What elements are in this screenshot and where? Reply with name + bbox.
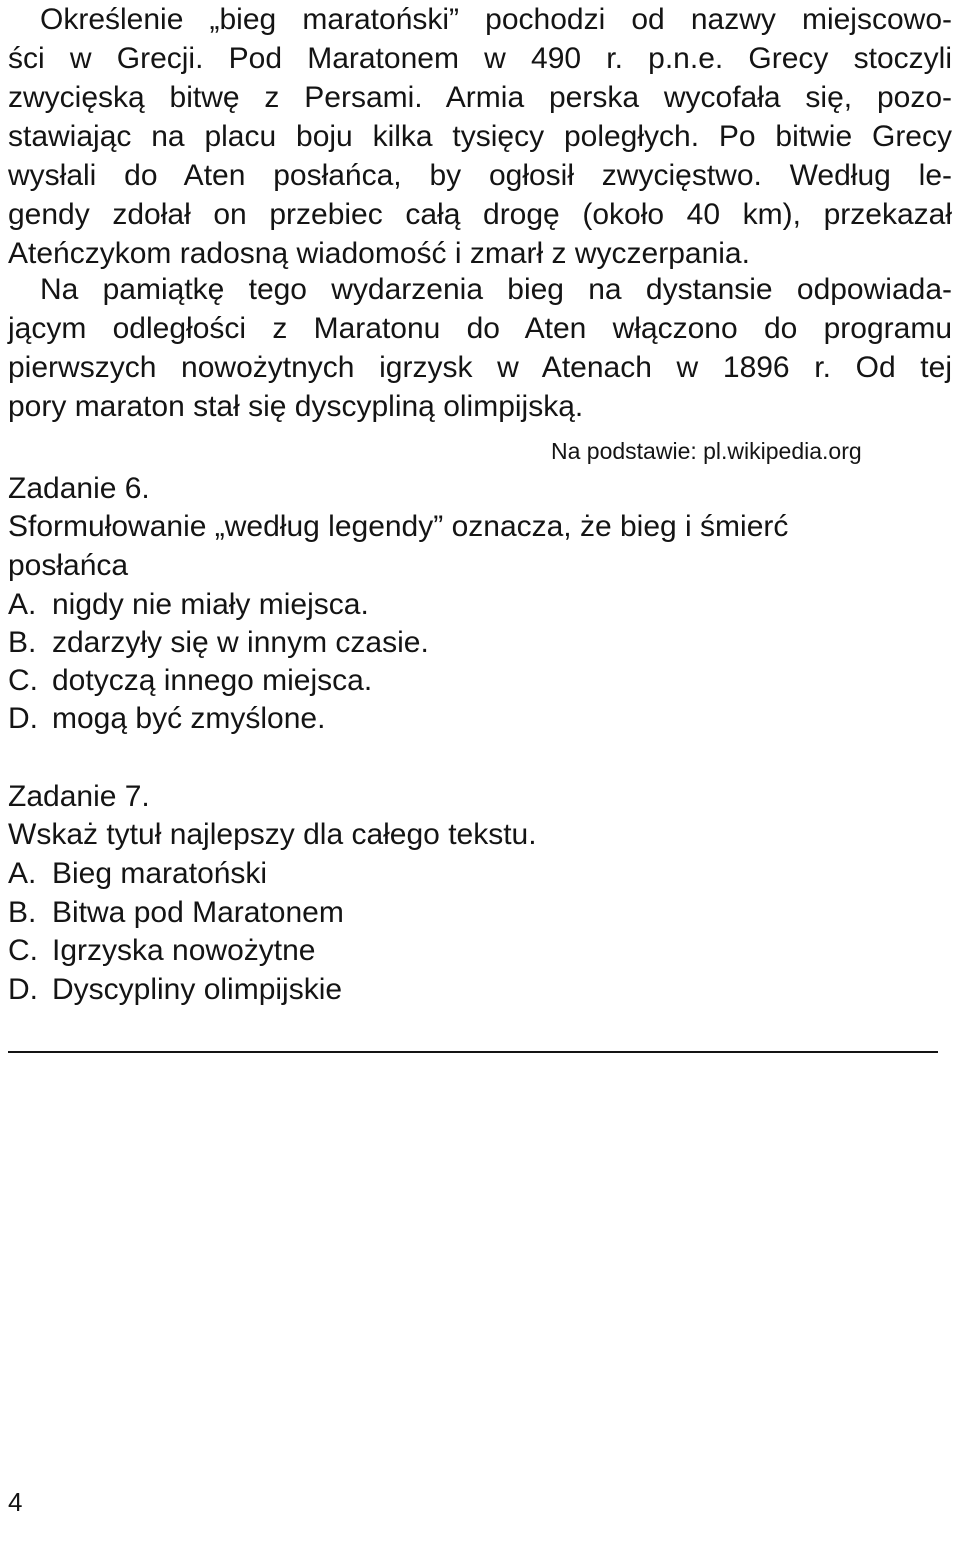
task-6-option-d bbox=[8, 700, 325, 738]
task-6-question-continued: posłańca bbox=[8, 549, 129, 582]
article-line: pierwszych nowożytnych igrzysk w Atenach w 1896 r. Od tej bbox=[8, 351, 952, 384]
option-letter: B. bbox=[8, 896, 37, 929]
option-text: Bieg maratoński bbox=[52, 857, 268, 890]
article-line: gendy zdołał on przebiec całą drogę (około 40 km), przekazał bbox=[8, 198, 952, 231]
article-line: Na pamiątkę tego wydarzenia bieg na dystansie odpowiada- bbox=[40, 273, 952, 306]
option-letter: B. bbox=[8, 626, 37, 659]
answer-line bbox=[8, 1051, 938, 1053]
task-7-option-c bbox=[8, 932, 315, 970]
article-line: Ateńczykom radosną wiadomość i zmarł z wyczerpania. bbox=[8, 237, 750, 270]
option-text: Igrzyska nowożytne bbox=[52, 934, 316, 967]
task-6-title: Zadanie 6. bbox=[8, 472, 150, 505]
task-7-question: Wskaż tytuł najlepszy dla całego tekstu. bbox=[8, 818, 537, 851]
task-6-question: Sformułowanie „według legendy” oznacza, że bieg i śmierć bbox=[8, 510, 789, 543]
page-number: 4 bbox=[8, 1487, 23, 1517]
option-text: mogą być zmyślone. bbox=[52, 702, 326, 735]
article-line: stawiając na placu boju kilka tysięcy poległych. Po bitwie Grecy bbox=[8, 120, 952, 153]
article-line: wysłali do Aten posłańca, by ogłosił zwycięstwo. Według le- bbox=[8, 159, 952, 192]
article-line: zwycięską bitwę z Persami. Armia perska wycofała się, pozo- bbox=[8, 81, 952, 114]
task-6-option-c bbox=[8, 662, 372, 700]
option-letter: C. bbox=[8, 934, 38, 967]
option-text: zdarzyły się w innym czasie. bbox=[52, 626, 429, 659]
task-6-option-a bbox=[8, 586, 369, 624]
article-line: pory maraton stał się dyscypliną olimpijską. bbox=[8, 390, 584, 423]
option-letter: C. bbox=[8, 664, 38, 697]
option-letter: A. bbox=[8, 588, 37, 621]
option-letter: D. bbox=[8, 702, 38, 735]
task-7-option-a bbox=[8, 855, 267, 893]
task-6-option-b bbox=[8, 624, 429, 662]
option-letter: D. bbox=[8, 973, 38, 1006]
source-citation: Na podstawie: pl.wikipedia.org bbox=[551, 438, 862, 464]
task-7-option-d bbox=[8, 971, 342, 1009]
article-line: jącym odległości z Maratonu do Aten włączono do programu bbox=[8, 312, 952, 345]
option-text: nigdy nie miały miejsca. bbox=[52, 588, 369, 621]
option-text: Dyscypliny olimpijskie bbox=[52, 973, 343, 1006]
option-letter: A. bbox=[8, 857, 37, 890]
article-line: Określenie „bieg maratoński” pochodzi od nazwy miejscowo- bbox=[40, 3, 952, 36]
option-text: dotyczą innego miejsca. bbox=[52, 664, 373, 697]
task-7-option-b bbox=[8, 894, 344, 932]
option-text: Bitwa pod Maratonem bbox=[52, 896, 344, 929]
task-7-title: Zadanie 7. bbox=[8, 780, 150, 813]
article-line: ści w Grecji. Pod Maratonem w 490 r. p.n.e. Grecy stoczyli bbox=[8, 42, 952, 75]
